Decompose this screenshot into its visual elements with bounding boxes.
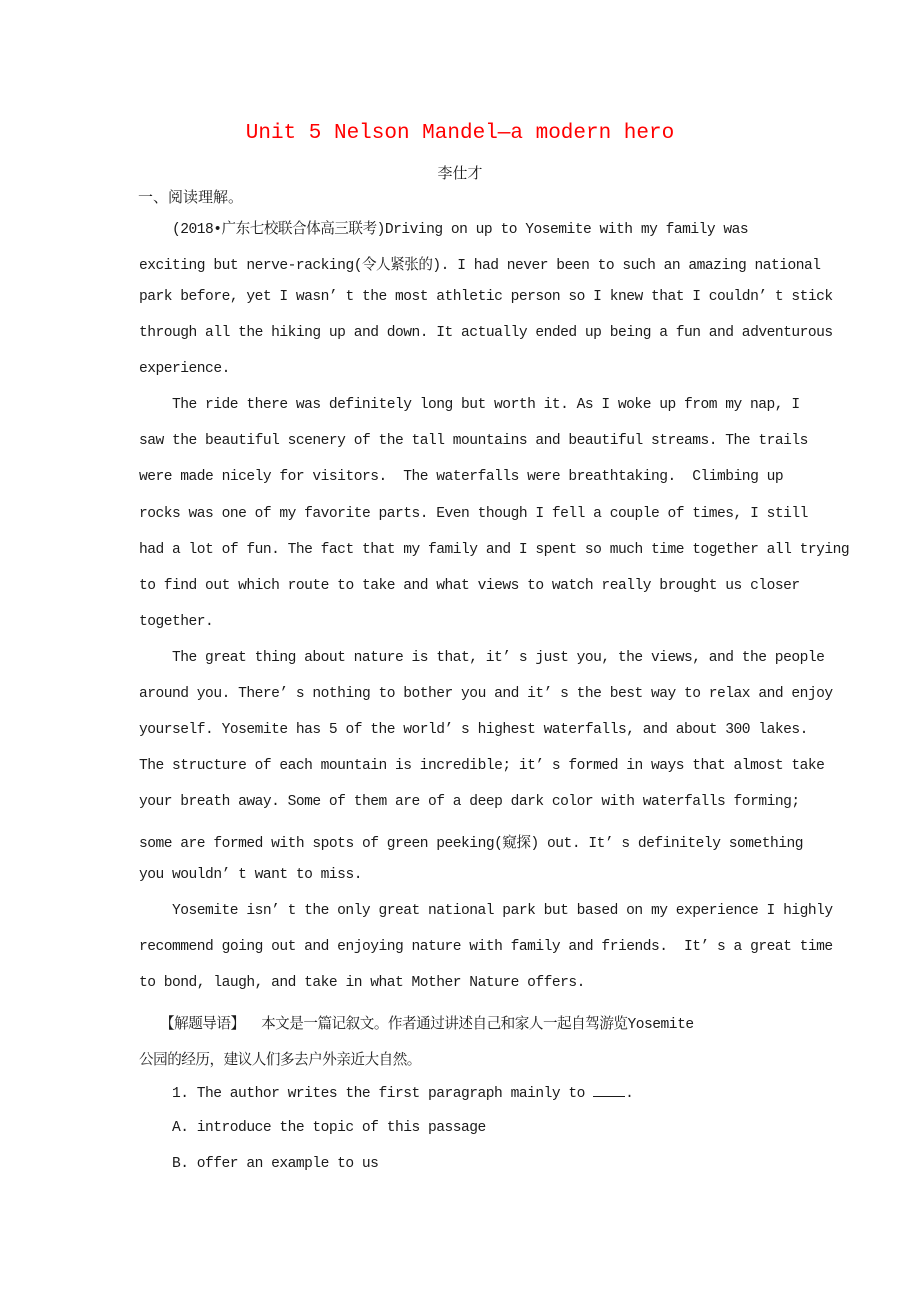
guide-line: 公园的经历，建议人们多去户外亲近大自然。 [139,1053,421,1069]
passage-line: The structure of each mountain is incredible; it’ s formed in ways that almost take [139,758,825,774]
answer-blank [593,1084,625,1097]
passage-line: rocks was one of my favorite parts. Even though I fell a couple of times, I still [139,506,808,522]
passage-line: The great thing about nature is that, it’ s just you, the views, and the people [172,650,825,666]
passage-line: exciting but nerve-racking(令人紧张的). I had never been to such an amazing national [139,258,821,274]
passage-line: your breath away. Some of them are of a deep dark color with waterfalls forming; [139,794,800,810]
passage-line: experience. [139,361,230,377]
section-heading: 一、阅读理解。 [138,188,244,206]
passage-line: were made nicely for visitors. The waterfalls were breathtaking. Climbing up [139,469,784,485]
passage-line: to find out which route to take and what views to watch really brought us closer [139,578,800,594]
passage-line: through all the hiking up and down. It actually ended up being a fun and adventurous [139,325,833,341]
question-stem-end: . [625,1086,634,1102]
question-stem-text: 1. The author writes the first paragraph mainly to [172,1086,594,1102]
passage-line: to bond, laugh, and take in what Mother Nature offers. [139,975,585,991]
question-stem [172,1084,633,1102]
passage-line: The ride there was definitely long but worth it. As I woke up from my nap, I [172,397,800,413]
passage-line: yourself. Yosemite has 5 of the world’ s highest waterfalls, and about 300 lakes. [139,722,808,738]
passage-line: some are formed with spots of green peeking(窥探) out. It’ s definitely something [139,836,804,852]
passage-line: had a lot of fun. The fact that my family and I spent so much time together all trying [139,542,850,558]
passage-line: park before, yet I wasn’ t the most athletic person so I knew that I couldn’ t stick [139,289,833,305]
passage-line: Yosemite isn’ t the only great national park but based on my experience I highly [172,903,833,919]
option-b: B. offer an example to us [172,1156,379,1172]
author-name: 李仕才 [437,164,483,182]
page-title: Unit 5 Nelson Mandel—a modern hero [245,122,675,145]
passage-line: (2018•广东七校联合体高三联考)Driving on up to Yosemite with my family was [172,222,749,238]
passage-line: recommend going out and enjoying nature with family and friends. It’ s a great time [139,939,833,955]
passage-line: saw the beautiful scenery of the tall mountains and beautiful streams. The trails [139,433,808,449]
guide-line: 【解题导语】 本文是一篇记叙文。作者通过讲述自己和家人一起自驾游览Yosemite [160,1017,694,1033]
option-a: A. introduce the topic of this passage [172,1120,486,1136]
passage-line: around you. There’ s nothing to bother you and it’ s the best way to relax and enjoy [139,686,833,702]
passage-line: you wouldn’ t want to miss. [139,867,362,883]
passage-line: together. [139,614,214,630]
